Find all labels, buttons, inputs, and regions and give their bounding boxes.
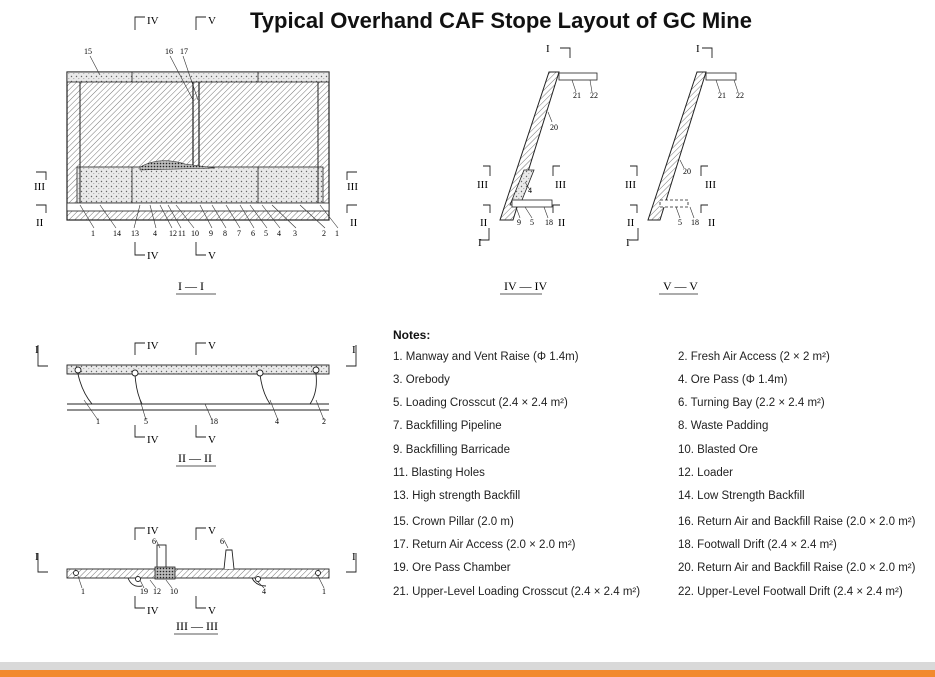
cut-mark-iv-bottom: IV [147,250,159,262]
footer-orange-band [0,670,935,677]
cut-mark-v-top: V [208,15,216,27]
callout-label-21: 21 [718,91,726,100]
section-iv-iv [477,43,598,294]
note-item: 16. Return Air and Backfill Raise (2.0 × 2.0 m²) [678,516,916,528]
note-item: 10. Blasted Ore [678,444,758,456]
callout-label-17: 17 [180,47,188,56]
note-item: 5. Loading Crosscut (2.4 × 2.4 m²) [393,397,568,409]
callout-label-1: 1 [322,587,326,596]
note-item: 15. Crown Pillar (2.0 m) [393,516,514,528]
callout-leader [676,207,680,218]
section-v-v [625,43,744,294]
callout-label-18: 18 [210,417,218,426]
section-ii-ii [35,340,356,466]
v-mark-i-bottom: I [626,237,630,249]
callout-label-16: 16 [165,47,173,56]
callout-label-5: 5 [530,218,534,227]
callout-label-2: 2 [322,417,326,426]
cut-mark-ii-right: II [350,217,358,229]
callout-label-6: 6 [152,537,156,546]
callout-label-20: 20 [550,123,558,132]
ii-mark-v-top: V [208,340,216,352]
note-item: 4. Ore Pass (Φ 1.4m) [678,374,788,386]
upper-crosscut-v [706,73,736,80]
note-item: 19. Ore Pass Chamber [393,562,511,574]
callout-leader [224,540,228,548]
callout-label-10: 10 [191,229,199,238]
v-mark-i-top: I [696,43,700,55]
callout-label-2: 2 [322,229,326,238]
level-band [67,365,329,374]
section-label-iv-iv: IV — IV [504,279,548,293]
ii-mark-iv-bottom: IV [147,434,159,446]
diagram-title: Typical Overhand CAF Stope Layout of GC Mine [250,8,752,33]
v-mark-iii-left: III [625,179,636,191]
sublevel-band [67,569,329,578]
note-item: 7. Backfilling Pipeline [393,420,502,432]
iv-mark-iii-right: III [555,179,566,191]
iii-mark-i-left: I [35,551,39,563]
note-item: 9. Backfilling Barricade [393,444,510,456]
section-i-i [67,47,339,294]
iv-mark-i-top: I [546,43,550,55]
callout-label-7: 7 [237,229,241,238]
note-item: 12. Loader [678,467,733,479]
callout-label-18: 18 [691,218,699,227]
callout-label-4: 4 [153,229,157,238]
iii-mark-i-right: I [352,551,356,563]
callout-label-5: 5 [144,417,148,426]
ii-mark-iv-top: IV [147,340,159,352]
ii-mark-i-left: I [35,344,39,356]
note-item: 3. Orebody [393,374,450,386]
iii-mark-v-top: V [208,525,216,537]
note-item: 20. Return Air and Backfill Raise (2.0 × 2.0 m²) [678,562,916,574]
iv-mark-i-bottom: I [478,237,482,249]
iv-mark-ii-left: II [480,217,488,229]
iii-mark-v-bottom: V [208,605,216,617]
callout-leader [525,207,532,218]
callout-label-13: 13 [131,229,139,238]
lower-crosscut [512,200,552,207]
callout-label-11: 11 [178,229,186,238]
note-item: 18. Footwall Drift (2.4 × 2.4 m²) [678,539,837,551]
cut-mark-v-bottom: V [208,250,216,262]
notes-heading: Notes: [393,328,431,342]
section-label-iii-iii: III — III [176,619,218,633]
callout-label-3: 3 [293,229,297,238]
cut-mark-iii-right: III [347,181,358,193]
backfill-zone [77,167,323,203]
v-mark-ii-left: II [627,217,635,229]
ii-mark-i-right: I [352,344,356,356]
drift-outline [67,404,329,410]
blasted-ore-zone [155,567,175,579]
callout-leader [690,207,694,218]
callout-label-12: 12 [153,587,161,596]
iv-mark-iii-left: III [477,179,488,191]
turning-bay-2 [224,550,234,569]
iii-mark-iv-bottom: IV [147,605,159,617]
note-item: 2. Fresh Air Access (2 × 2 m²) [678,351,830,363]
orebody-incline [500,72,559,220]
iii-mark-iv-top: IV [147,525,159,537]
cut-mark-iii-left: III [34,181,45,193]
callout-leader [548,112,552,122]
note-item: 22. Upper-Level Footwall Drift (2.4 × 2.4 m²) [678,586,903,598]
callout-label-5: 5 [264,229,268,238]
iv-mark-ii-right: II [558,217,566,229]
cut-mark-iv-top: IV [147,15,159,27]
callout-label-1: 1 [91,229,95,238]
callout-label-1: 1 [335,229,339,238]
upper-crosscut [559,73,597,80]
callout-label-4: 4 [277,229,281,238]
turning-bay-1 [157,545,166,569]
callout-label-4: 4 [528,186,532,195]
note-item: 14. Low Strength Backfill [678,490,805,502]
callout-label-9: 9 [517,218,521,227]
cut-mark-ii-left: II [36,217,44,229]
note-item: 11. Blasting Holes [393,467,485,479]
v-mark-ii-right: II [708,217,716,229]
callout-label-10: 10 [170,587,178,596]
callout-label-18: 18 [545,218,553,227]
lower-crosscut-v [660,200,688,207]
callout-label-4: 4 [262,587,266,596]
callout-label-12: 12 [169,229,177,238]
orebody-incline-v [648,72,706,220]
section-label-ii-ii: II — II [178,451,212,465]
callout-label-15: 15 [84,47,92,56]
note-item: 8. Waste Padding [678,420,769,432]
footer-gray-band [0,662,935,670]
callout-label-4: 4 [275,417,279,426]
callout-label-6: 6 [251,229,255,238]
section-label-v-v: V — V [663,279,698,293]
callout-label-6: 6 [220,537,224,546]
note-item: 21. Upper-Level Loading Crosscut (2.4 × 2.4 m²) [393,586,641,598]
callout-leader [544,207,548,218]
callout-label-1: 1 [81,587,85,596]
ii-mark-v-bottom: V [208,434,216,446]
callout-leader [516,207,520,218]
note-item: 1. Manway and Vent Raise (Φ 1.4m) [393,351,579,363]
callout-label-19: 19 [140,587,148,596]
callout-label-14: 14 [113,229,121,238]
callout-label-8: 8 [223,229,227,238]
callout-label-5: 5 [678,218,682,227]
callout-label-1: 1 [96,417,100,426]
crown-pillar [67,72,329,82]
callout-label-20: 20 [683,167,691,176]
note-item: 17. Return Air Access (2.0 × 2.0 m²) [393,539,576,551]
callout-label-9: 9 [209,229,213,238]
note-item: 6. Turning Bay (2.2 × 2.4 m²) [678,397,825,409]
section-iii-iii [35,525,356,634]
note-item: 13. High strength Backfill [393,490,521,502]
callout-label-21: 21 [573,91,581,100]
section-label-i-i: I — I [178,279,204,293]
footwall-drift [67,203,329,211]
callout-label-22: 22 [736,91,744,100]
callout-label-22: 22 [590,91,598,100]
v-mark-iii-right: III [705,179,716,191]
